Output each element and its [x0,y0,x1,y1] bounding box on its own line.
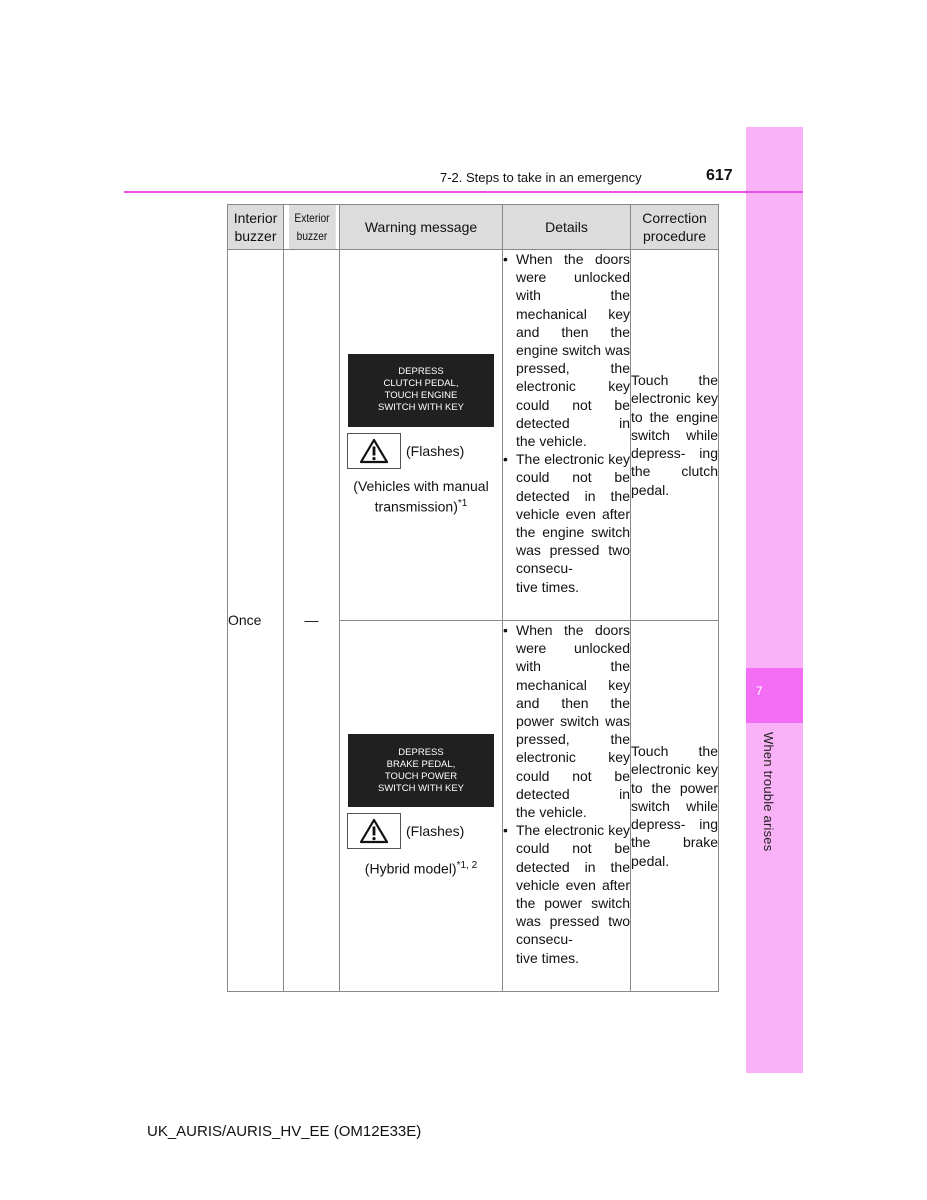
warning-message-cell [340,621,503,992]
flash-label: (Flashes) [406,442,465,459]
chapter-title: When trouble arises [761,732,776,852]
warning-message-cell [340,250,503,621]
table-header-row [228,205,719,250]
warning-table [227,204,719,992]
section-title: 7-2. Steps to take in an emergency [440,170,642,185]
list-item: • The electronic key could not be detected in the vehicle even after the engine switch was pressed two consecu- tive times. [503,451,630,595]
list-item: • When the doors were unlocked with the mechanical key and then the power switch was pressed, the electronic key could not be detected in the vehicle. [503,622,630,821]
warning-display [348,354,494,427]
display-text: DEPRESS BRAKE PEDAL, TOUCH POWER SWITCH WITH KEY [377,746,465,794]
flash-indicator [347,813,502,849]
col-correction-procedure: Correction procedure [631,205,719,250]
vehicle-caption: (Hybrid model)$^{*1, 2}$ [364,860,478,877]
correction-cell: Touch the electronic key to the power switch while depress- ing the brake pedal. [631,621,719,992]
footnote-ref: *1 [457,498,468,510]
chapter-tab-active[interactable] [746,668,803,723]
col-exterior-buzzer: Exterior buzzer [288,205,336,250]
vehicle-caption: (Vehicles with manual transmission)$^{*1}$ [353,477,489,515]
chapter-side-tab [746,127,803,1073]
list-item: • The electronic key could not be detected in the vehicle even after the power switch was pressed two consecu- tive times. [503,822,630,966]
exterior-buzzer-cell: — [284,250,340,992]
display-text: DEPRESS CLUTCH PEDAL, TOUCH ENGINE SWITCH WITH KEY [377,366,465,414]
page-number: 617 [706,167,733,184]
list-item: • When the doors were unlocked with the mechanical key and then the engine switch was pressed, the electronic key could not be detected in the vehicle. [503,251,630,450]
table-row [228,250,719,621]
warning-display [348,734,494,807]
details-cell [503,621,631,992]
warning-triangle-icon [347,433,401,469]
warning-triangle-icon [347,813,401,849]
document-code: UK_AURIS/AURIS_HV_EE (OM12E33E) [147,1123,422,1140]
footnote-ref: *1, 2 [456,860,478,872]
chapter-number: 7 [756,684,763,698]
header-divider [124,191,803,193]
details-cell [503,250,631,621]
flash-label: (Flashes) [406,822,465,839]
col-warning-message: Warning message [340,205,503,250]
col-interior-buzzer: Interior buzzer [228,205,284,250]
interior-buzzer-cell: Once [228,250,284,992]
correction-cell: Touch the electronic key to the engine switch while depress- ing the clutch pedal. [631,250,719,621]
col-details: Details [503,205,631,250]
flash-indicator [347,433,502,469]
